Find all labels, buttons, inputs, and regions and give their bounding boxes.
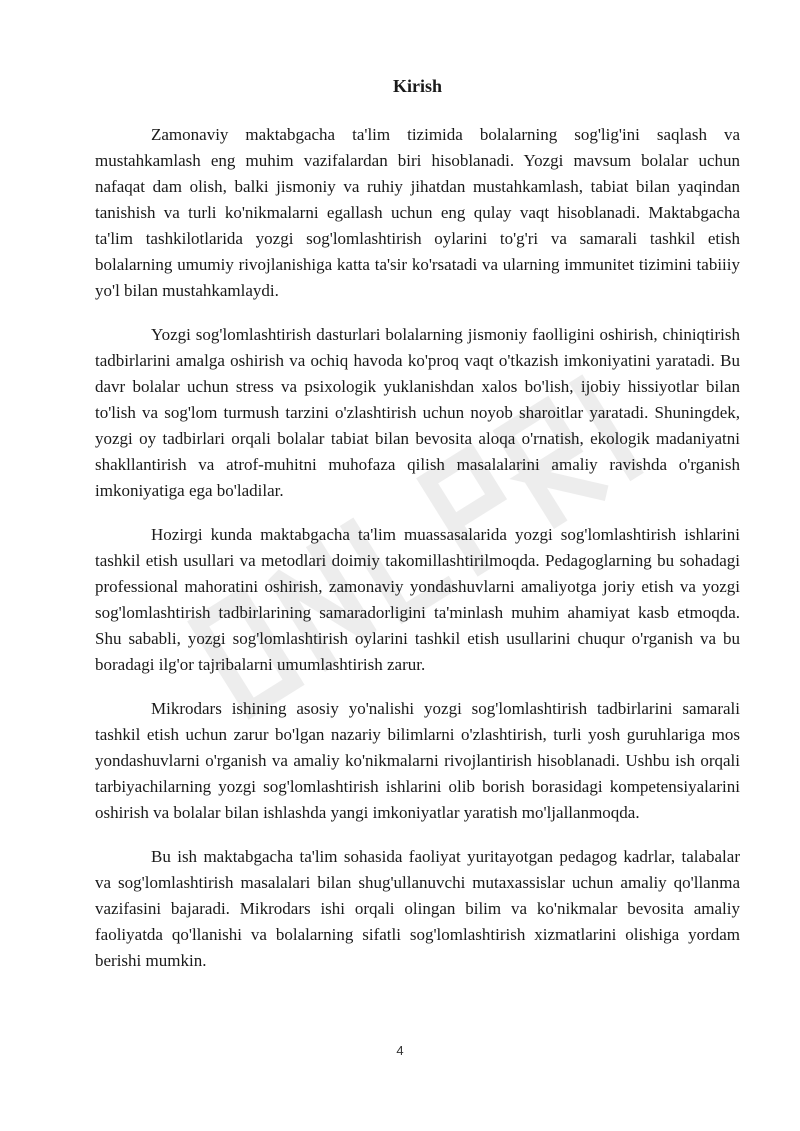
paragraph-2: Yozgi sog'lomlashtirish dasturlari bolalarning jismoniy faolligini oshirish, chiniqtirish tadbirlarini amalga oshirish va ochiq havoda ko'proq vaqt o'tkazish imkoniyatini yaratadi. Bu davr bolalar uchun stress va psixologik yuklanishdan xalos bo'lish, ijobiy hissiyotlar bilan to'lish va sog'lom turmush tarzini o'zlashtirish uchun noyob sharoitlar yaratadi. Shuningdek, yozgi oy tadbirlari orqali bolalar tabiat bilan bevosita aloqa o'rnatish, ekologik madaniyatni shakllantirish va atrof-muhitni muhofaza qilish masalalarini amaliy ravishda o'rganish imkoniyatiga ega bo'ladilar. bbox=[95, 325, 740, 500]
paragraph-3: Hozirgi kunda maktabgacha ta'lim muassasalarida yozgi sog'lomlashtirish ishlarini tashkil etish usullari va metodlari doimiy takomillashtirilmoqda. Pedagoglarning bu sohadagi professional mahoratini oshirish, zamonaviy yondashuvlarni amaliyotga joriy etish va yozgi sog'lomlashtirish tadbirlarining samaradorligini ta'minlash muhim ahamiyat kasb etmoqda. Shu sababli, yozgi sog'lomlashtirish oylarini tashkil etish usullarini chuqur o'rganish va bu boradagi ilg'or tajribalarni umumlashtirish zarur. bbox=[95, 525, 740, 674]
paragraph-4: Mikrodars ishining asosiy yo'nalishi yozgi sog'lomlashtirish tadbirlarini samarali tashkil etish uchun zarur bo'lgan nazariy bilimlarni o'zlashtirish, turli yosh guruhlariga mos yondashuvlarni o'rganish va amaliy ko'nikmalarni rivojlantirish hisoblanadi. Ushbu ish orqali tarbiyachilarning yozgi sog'lomlashtirish ishlarini olib borish borasidagi kompetensiyalarini oshirish va bolalar bilan ishlashda yangi imkoniyatlar yaratish mo'ljallanmoqda. bbox=[95, 699, 740, 822]
paragraph-5: Bu ish maktabgacha ta'lim sohasida faoliyat yuritayotgan pedagog kadrlar, talabalar va sog'lomlashtirish masalalari bilan shug'ullanuvchi mutaxassislar uchun amaliy qo'llanma vazifasini bajaradi. Mikrodars ishi orqali olingan bilim va ko'nikmalar bevosita amaliy faoliyatda qo'llanishi va bolalarning sifatli sog'lomlashtirish xizmatlarini olishiga yordam berishi mumkin. bbox=[95, 847, 740, 970]
paragraph-1: Zamonaviy maktabgacha ta'lim tizimida bolalarning sog'lig'ini saqlash va mustahkamlash eng muhim vazifalardan biri hisoblanadi. Yozgi mavsum bolalar uchun nafaqat dam olish, balki jismoniy va ruhiy jihatdan mustahkamlash, tabiat bilan yaqindan tanishish va turli ko'nikmalarni egallash uchun eng qulay vaqt hisoblanadi. Maktabgacha ta'lim tashkilotlarida yozgi sog'lomlashtirish oylarini to'g'ri va samarali tashkil etish bolalarning umumiy rivojlanishiga katta ta'sir ko'rsatadi va ularning immunitet tizimini tabiiiy yo'l bilan mustahkamlaydi. bbox=[95, 125, 740, 300]
section-title: Kirish bbox=[392, 76, 442, 96]
page-number: 4 bbox=[396, 1043, 404, 1058]
document-body bbox=[95, 74, 740, 992]
